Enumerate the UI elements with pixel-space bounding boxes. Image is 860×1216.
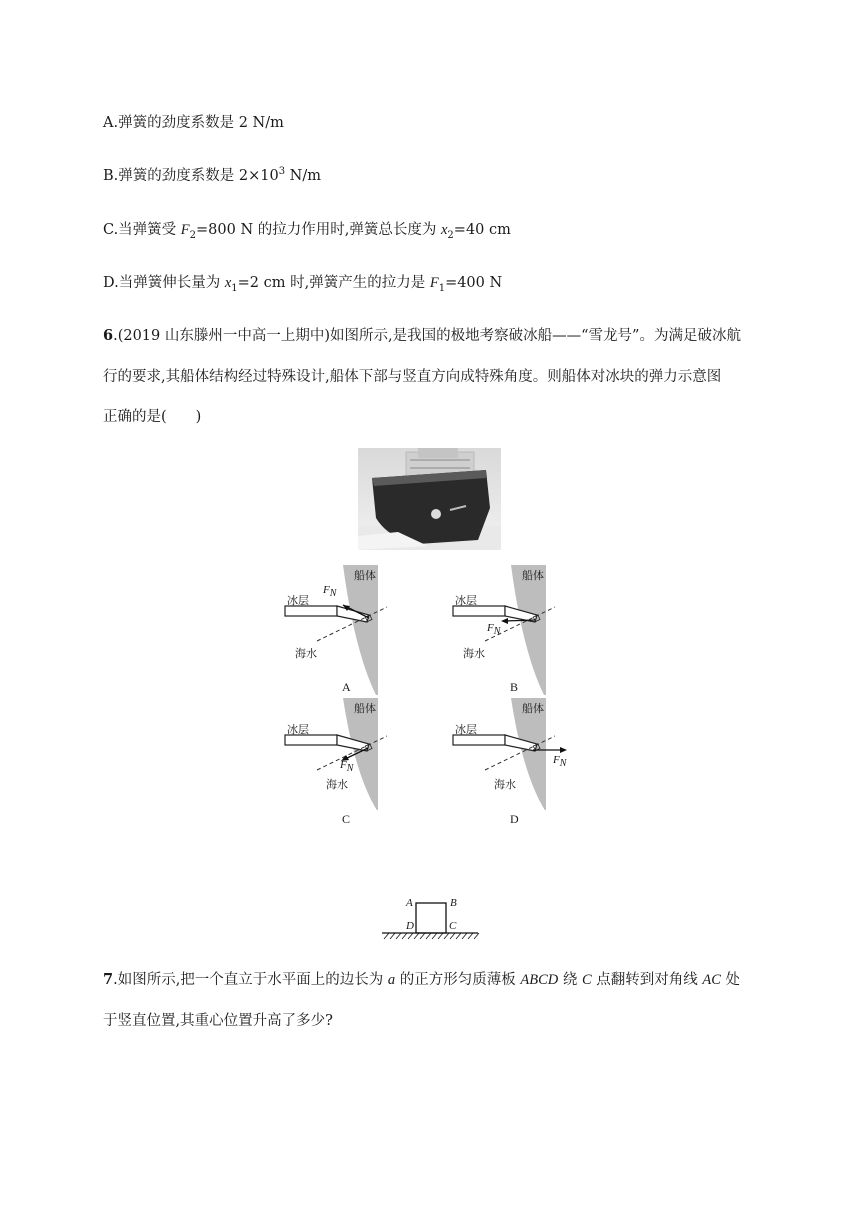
square-plate-svg (380, 896, 480, 942)
option-b-exponent: 3 (278, 166, 286, 178)
ice-label-a: 冰层 (287, 594, 309, 607)
option-a-text: A.弹簧的劲度系数是 2 N/m (103, 115, 284, 131)
caption-b: B (510, 680, 519, 694)
water-label-a: 海水 (295, 647, 317, 660)
q7-text-1: .如图所示,把一个直立于水平面上的边长为 (113, 972, 388, 988)
hull-shape (511, 565, 546, 695)
option-a (103, 113, 284, 133)
force-label-d-symbol: F (553, 754, 560, 766)
q7-text-4: 点翻转到对角线 (591, 972, 703, 988)
caption-a: A (342, 680, 351, 694)
option-c-force-symbol: F (180, 222, 190, 238)
q6-line-1 (103, 326, 741, 346)
hull-label-d: 船体 (522, 702, 544, 715)
diagram-a-svg (283, 565, 423, 695)
hull-label-a: 船体 (354, 569, 376, 582)
hull-label-c: 船体 (354, 702, 376, 715)
caption-d: D (510, 812, 519, 826)
option-c-text-1: C.当弹簧受 (103, 222, 181, 238)
q7-plate-symbol: ABCD (520, 972, 559, 988)
caption-c: C (342, 812, 351, 826)
diagram-d-svg (451, 698, 591, 810)
square-plate-figure (380, 896, 480, 942)
option-d-text-3: =400 N (445, 275, 503, 291)
q6-number: 6 (103, 327, 114, 344)
q7-text-6: 于竖直位置,其重心位置升高了多少? (103, 1013, 333, 1029)
vertex-a-label: A (406, 897, 413, 909)
diagram-b-svg (451, 565, 591, 695)
vertex-c-label: C (449, 920, 457, 932)
water-label-c: 海水 (326, 778, 348, 791)
water-label-d: 海水 (494, 778, 516, 791)
hull-label-b: 船体 (522, 569, 544, 582)
force-label-b-symbol: F (487, 622, 494, 634)
option-d-text-2: =2 cm 时,弹簧产生的拉力是 (237, 275, 430, 291)
option-c-force-sub: 2 (189, 229, 197, 241)
option-d-force-sub: 1 (438, 282, 446, 294)
option-c-text-3: =40 cm (453, 222, 511, 238)
diagram-b (451, 565, 591, 695)
ice-label-d: 冰层 (455, 723, 477, 736)
ice-label-b: 冰层 (455, 594, 477, 607)
water-label-b: 海水 (463, 647, 485, 660)
diagram-c (283, 698, 423, 810)
force-label-c-symbol: F (340, 759, 347, 771)
q6-line-3 (103, 407, 201, 427)
icebreaker-photo (358, 448, 501, 550)
diagram-a (283, 565, 423, 695)
option-b-unit: N/m (285, 168, 322, 184)
force-label-d-sub: N (559, 758, 567, 770)
force-label-a-sub: N (329, 588, 337, 600)
q7-text-5: 处 (720, 972, 740, 988)
vertex-d-label: D (406, 920, 414, 932)
q7-text-2: 的正方形匀质薄板 (395, 972, 521, 988)
option-d-text-1: D.当弹簧伸长量为 (103, 275, 225, 291)
ice-label-c: 冰层 (287, 723, 309, 736)
q7-side-symbol: a (387, 972, 396, 988)
diagram-d (451, 698, 591, 810)
icebreaker-photo-svg (358, 448, 501, 550)
diagram-c-svg (283, 698, 423, 810)
force-label-d (553, 754, 567, 770)
q7-line-1 (103, 970, 740, 990)
option-b (103, 166, 321, 186)
force-label-c-sub: N (346, 763, 354, 775)
force-label-b-sub: N (493, 626, 501, 638)
q6-text-3: 正确的是( ) (103, 409, 202, 425)
option-d (103, 273, 502, 293)
option-d-force-symbol: F (429, 275, 439, 291)
q6-line-2 (103, 367, 721, 387)
option-b-text: B.弹簧的劲度系数是 2×10 (103, 168, 279, 184)
option-d-x-sub: 1 (231, 282, 238, 294)
force-label-c (340, 759, 354, 775)
q6-text-1: .(2019 山东滕州一中高一上期中)如图所示,是我国的极地考察破冰船——“雪龙号”。为满足破冰航 (113, 328, 741, 344)
square-plate (416, 903, 446, 933)
q7-number: 7 (103, 971, 114, 988)
option-d-x-symbol: x (224, 275, 232, 291)
force-label-b (487, 622, 501, 638)
option-c-text-2: =800 N 的拉力作用时,弹簧总长度为 (196, 222, 441, 238)
force-label-a-symbol: F (323, 584, 330, 596)
q7-text-3: 绕 (558, 972, 582, 988)
q7-diagonal-symbol: AC (702, 972, 721, 988)
option-c-x-sub: 2 (447, 229, 454, 241)
option-c-x-symbol: x (440, 222, 448, 238)
vertex-b-label: B (450, 897, 457, 909)
hull-shape (343, 565, 378, 695)
force-label-a (323, 584, 337, 600)
option-c (103, 220, 511, 240)
q6-text-2: 行的要求,其船体结构经过特殊设计,船体下部与竖直方向成特殊角度。则船体对冰块的弹力示意图 (103, 369, 722, 385)
q7-line-2 (103, 1011, 333, 1031)
q7-point-symbol: C (581, 972, 592, 988)
